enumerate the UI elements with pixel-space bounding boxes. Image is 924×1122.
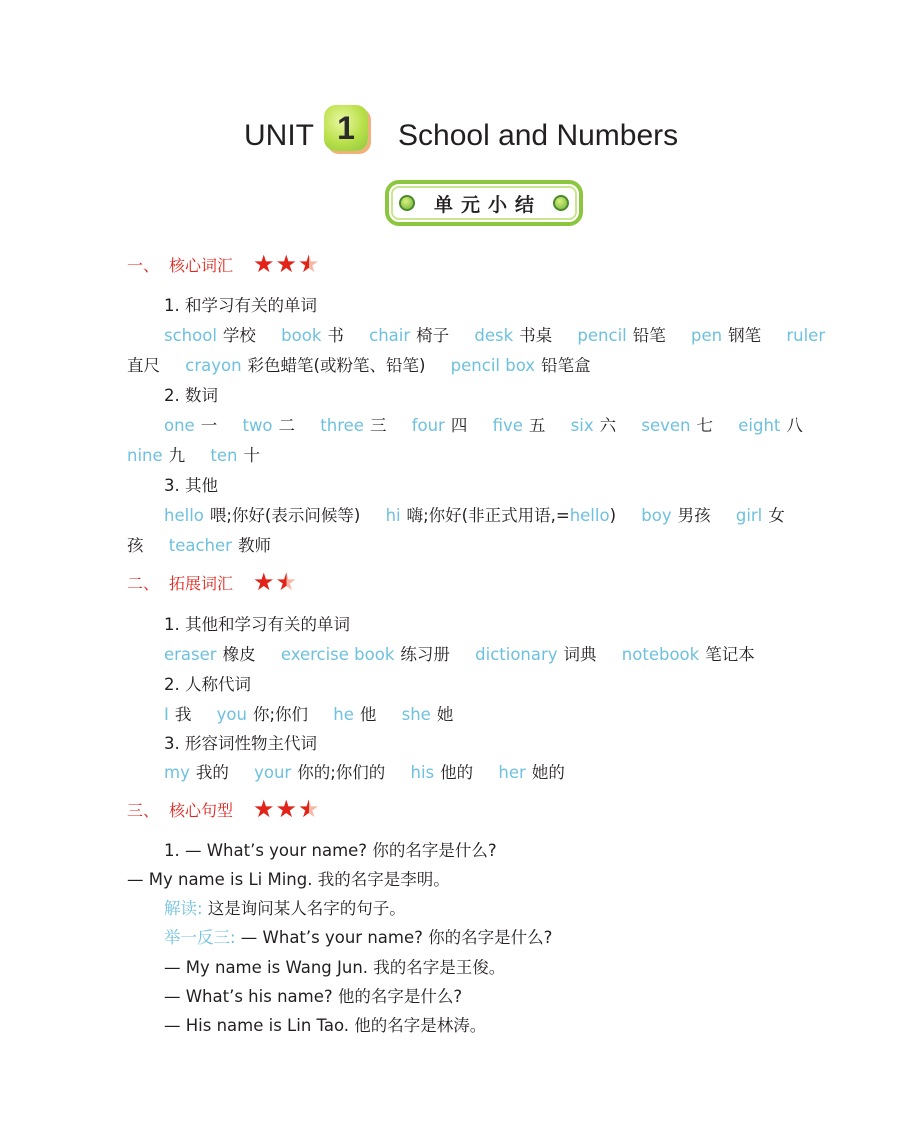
word-en: ruler: [786, 326, 826, 345]
word-zh: 三: [369, 416, 387, 435]
example-text: — What’s your name? 你的名字是什么?: [235, 928, 553, 947]
word-en: boy: [641, 506, 672, 525]
half-star-icon: ★: [298, 250, 320, 278]
word-en: I: [164, 705, 169, 724]
vocab-line: [164, 762, 565, 784]
word-zh: 二: [278, 416, 296, 435]
half-star-icon: ★: [275, 568, 298, 596]
word-en: pencil box: [450, 356, 536, 375]
section-heading-core-sentences: [127, 797, 320, 821]
word-zh: 你的;你们的: [297, 763, 386, 782]
unit-name: School and Numbers: [398, 119, 679, 152]
word-zh: 男孩: [677, 506, 711, 525]
word-en: pencil: [577, 326, 627, 345]
vocab-line: [164, 505, 785, 527]
vocab-line: [164, 704, 453, 726]
sentence-line: 1. — What’s your name? 你的名字是什么?: [164, 841, 497, 860]
word-en: eraser: [164, 645, 217, 664]
star-rating: [253, 797, 320, 821]
green-dot-icon: [399, 195, 415, 211]
word-en: chair: [369, 326, 411, 345]
sentence-line: — My name is Wang Jun. 我的名字是王俊。: [164, 958, 506, 977]
word-zh: 六: [599, 416, 617, 435]
unit-number-badge: 1: [324, 105, 368, 151]
word-zh: 铅笔盒: [541, 356, 591, 375]
word-zh: 学校: [222, 326, 256, 345]
examples-label: 举一反三:: [164, 928, 236, 947]
word-en: ten: [210, 446, 238, 465]
vocab-line: [164, 325, 825, 347]
word-zh: 椅子: [416, 326, 450, 345]
word-zh: 他的: [440, 763, 474, 782]
word-en: her: [498, 763, 526, 782]
word-zh: 书桌: [519, 326, 553, 345]
star-icon: ★: [275, 795, 298, 823]
word-zh: 你;你们: [252, 705, 309, 724]
word-en: she: [401, 705, 431, 724]
sentence-line: [164, 927, 552, 949]
word-en: his: [410, 763, 435, 782]
section-title: 拓展词汇: [169, 573, 234, 593]
word-en: desk: [474, 326, 514, 345]
subheading: 3. 其他: [164, 476, 218, 495]
word-zh: 铅笔: [632, 326, 666, 345]
word-zh: 喂;你好(表示问候等): [209, 506, 361, 525]
word-zh: 橡皮: [222, 645, 256, 664]
vocab-line: [127, 355, 591, 377]
word-zh: 彩色蜡笔(或粉笔、铅笔): [247, 356, 426, 375]
word-zh: 一: [200, 416, 218, 435]
word-en: book: [281, 326, 322, 345]
word-zh: 练习册: [400, 645, 450, 664]
section-heading-core-vocab: [127, 252, 320, 276]
vocab-line: [127, 445, 260, 467]
word-en: your: [254, 763, 292, 782]
word-en: school: [164, 326, 217, 345]
half-star-icon: ★: [298, 795, 320, 823]
vocab-line: [164, 644, 755, 666]
word-zh: 她的: [531, 763, 565, 782]
section-title: 核心句型: [169, 800, 234, 820]
word-en: five: [492, 416, 523, 435]
word-zh: 我的: [195, 763, 229, 782]
word-zh: ): [609, 506, 616, 525]
explanation-label: 解读:: [164, 899, 203, 918]
section-number: 二、: [127, 573, 160, 593]
word-en: four: [411, 416, 445, 435]
green-dot-icon: [553, 195, 569, 211]
word-en: you: [216, 705, 247, 724]
word-en: my: [164, 763, 190, 782]
word-en: six: [570, 416, 594, 435]
vocab-line: [127, 535, 271, 557]
word-zh: 孩: [127, 536, 144, 555]
section-number: 一、: [127, 255, 160, 275]
word-en: girl: [735, 506, 763, 525]
word-en: seven: [641, 416, 691, 435]
word-zh: 他: [359, 705, 377, 724]
subheading: 1. 其他和学习有关的单词: [164, 615, 350, 634]
word-en: hello: [569, 506, 610, 525]
word-zh: 教师: [237, 536, 271, 555]
unit-title: [244, 104, 678, 168]
word-en: exercise book: [280, 645, 395, 664]
vocab-line: [164, 415, 803, 437]
star-icon: ★: [253, 250, 275, 278]
summary-badge: [385, 180, 583, 226]
sentence-line: — What’s his name? 他的名字是什么?: [164, 987, 463, 1006]
subheading: 3. 形容词性物主代词: [164, 734, 317, 753]
word-zh: 嗨;你好(非正式用语,=: [406, 506, 570, 525]
summary-badge-label: 单元小结: [433, 193, 542, 216]
word-en: eight: [738, 416, 781, 435]
word-zh: 钢笔: [728, 326, 762, 345]
star-rating: [253, 570, 297, 594]
section-heading-extended-vocab: [127, 570, 297, 594]
word-en: teacher: [168, 536, 232, 555]
word-zh: 直尺: [127, 356, 160, 375]
word-zh: 五: [528, 416, 546, 435]
word-en: hello: [164, 506, 204, 525]
word-zh: 九: [168, 446, 186, 465]
word-zh: 词典: [563, 645, 597, 664]
word-en: hi: [385, 506, 401, 525]
word-zh: 八: [786, 416, 803, 435]
subheading: 2. 数词: [164, 386, 218, 405]
word-zh: 女: [768, 506, 785, 525]
star-icon: ★: [275, 250, 298, 278]
explanation-text: 这是询问某人名字的句子。: [202, 899, 406, 918]
word-en: three: [320, 416, 364, 435]
sentence-line: [164, 898, 406, 920]
word-zh: 她: [436, 705, 454, 724]
word-en: dictionary: [475, 645, 558, 664]
star-icon: ★: [253, 795, 275, 823]
sentence-line: — My name is Li Ming. 我的名字是李明。: [127, 870, 450, 889]
word-en: notebook: [621, 645, 700, 664]
word-zh: 十: [243, 446, 260, 465]
subheading: 2. 人称代词: [164, 675, 251, 694]
subheading: 1. 和学习有关的单词: [164, 296, 317, 315]
word-en: he: [333, 705, 354, 724]
section-title: 核心词汇: [169, 255, 234, 275]
star-icon: ★: [253, 568, 275, 596]
word-en: two: [242, 416, 273, 435]
word-en: pen: [691, 326, 723, 345]
word-zh: 书: [327, 326, 344, 345]
unit-prefix: UNIT: [244, 119, 314, 152]
word-en: one: [164, 416, 195, 435]
word-zh: 七: [696, 416, 713, 435]
word-zh: 笔记本: [705, 645, 755, 664]
word-zh: 四: [450, 416, 468, 435]
word-zh: 我: [174, 705, 192, 724]
section-number: 三、: [127, 800, 160, 820]
word-en: crayon: [185, 356, 242, 375]
sentence-line: — His name is Lin Tao. 他的名字是林涛。: [164, 1016, 487, 1035]
word-en: nine: [127, 446, 163, 465]
star-rating: [253, 252, 320, 276]
